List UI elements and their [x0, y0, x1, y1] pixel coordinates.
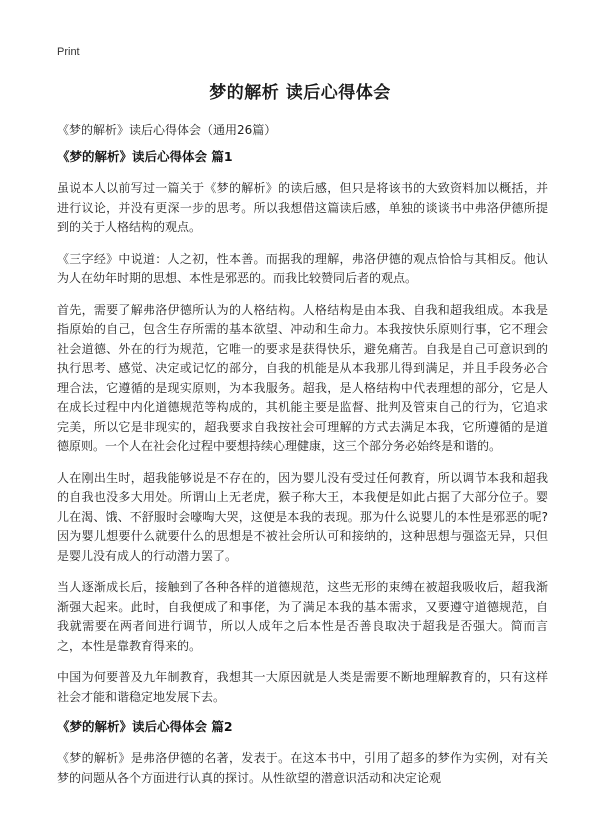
document-subtitle: 《梦的解析》读后心得体会（通用26篇）: [57, 123, 277, 137]
paragraph: 《梦的解析》是弗洛伊德的名著，发表于。在这本书中，引用了超多的梦作为实例，对有关梦的问题从各个方面进行认真的探讨。从性欲望的潜意识活动和决定论观: [57, 751, 548, 785]
document-body: [57, 149, 548, 800]
paragraph: 中国为何要普及九年制教育，我想其一大原因就是人类是需要不断地理解教育的，只有这样社会才能和谐稳定地发展下去。: [57, 670, 548, 704]
paragraph: 首先，需要了解弗洛伊德所认为的人格结构。人格结构是由本我、自我和超我组成。本我是指原始的自己，包含生存所需的基本欲望、冲动和生命力。本我按快乐原则行事，它不理会社会道德、外在的行为规范，它唯一的要求是获得快乐，避免痛苦。自我是自己可意识到的执行思考、感觉、决定或记忆的部分，自我的机能是从本我那儿得到满足，并且手段务必合理合法，它遵循的是现实原则，为本我服务。超我，是人格结构中代表理想的部分，它是人在成长过程中内化道德规范等构成的，其机能主要是监督、批判及管束自己的行为，它追求完美，所以它是非现实的，超我要求自我按社会可理解的方式去满足本我，它所遵循的是道德原则。一个人在社会化过程中要想持续心理健康，这三个部分务必始终是和谐的。: [57, 302, 548, 453]
paragraph: 虽说本人以前写过一篇关于《梦的解析》的读后感，但只是将该书的大致资料加以概括，并进行议论，并没有更深一步的思考。所以我想借这篇读后感，单独的谈谈书中弗洛伊德所提到的关于人格结构的观点。: [57, 181, 548, 234]
section-1: [57, 149, 548, 707]
page-title: 梦的解析 读后心得体会: [209, 83, 391, 103]
print-label[interactable]: Print: [57, 46, 80, 58]
paragraph: 当人逐渐成长后，接触到了各种各样的道德规范，这些无形的束缚在被超我吸收后，超我渐渐强大起来。此时，自我便成了和事佬，为了满足本我的基本需求，又要遵守道德规范，自我就需要在两者间进行调节，所以人成年之后本性是否善良取决于超我是否强大。简而言之，本性是靠教育得来的。: [57, 580, 548, 653]
paragraph: 《三字经》中说道：人之初，性本善。而据我的理解，弗洛伊德的观点恰恰与其相反。他认为人在幼年时期的思想、本性是邪恶的。而我比较赞同后者的观点。: [57, 251, 548, 285]
section-heading: 《梦的解析》读后心得体会 篇1: [57, 149, 233, 164]
section-heading: 《梦的解析》读后心得体会 篇2: [57, 719, 233, 734]
paragraph: 人在刚出生时，超我能够说是不存在的，因为婴儿没有受过任何教育，所以调节本我和超我的自我也没多大用处。所谓山上无老虎，猴子称大王，本我便是如此占据了大部分位子。婴儿在渴、饿、不舒服时会嚎啕大哭，这便是本我的表现。那为什么说婴儿的本性是邪恶的呢?因为婴儿想要什么就要什么的思想是不被社会所认可和接纳的，这种思想与强盗无异，只但是婴儿没有成人的行动潜力罢了。: [57, 470, 548, 563]
section-2: [57, 719, 548, 788]
